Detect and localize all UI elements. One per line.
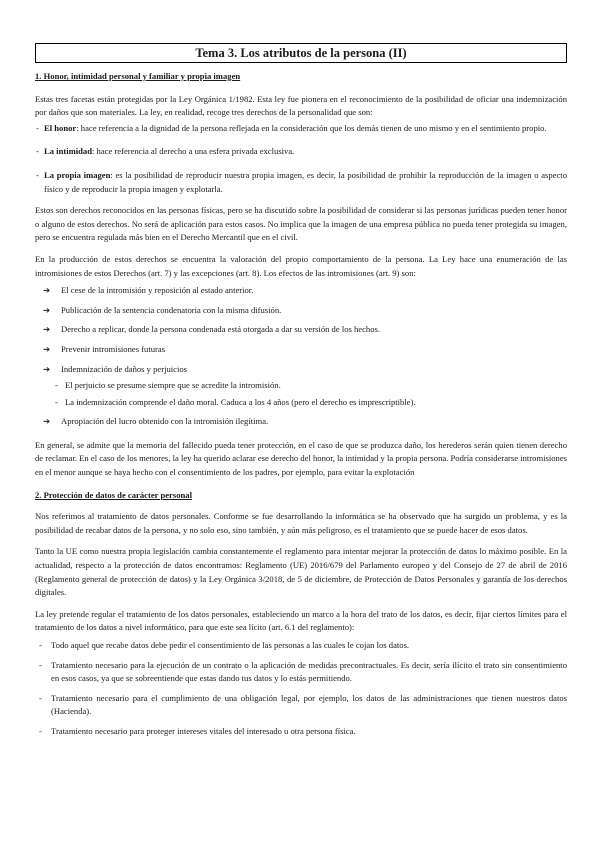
sub-item: - La indemnización comprende el daño moral. Caduca a los 4 años (pero el derecho es imprescriptible). bbox=[55, 396, 567, 410]
effect-item: ➔ Publicación de la sentencia condenatoria con la misma difusión. bbox=[43, 304, 567, 318]
item-intimidad-text: : hace referencia al derecho a una esfera privada exclusiva. bbox=[92, 146, 295, 157]
effect-item: ➔ Apropiación del lucro obtenido con la intromisión ilegítima. bbox=[43, 415, 567, 429]
arrow-icon: ➔ bbox=[43, 324, 51, 335]
dash-marker: - bbox=[36, 169, 39, 180]
section-1-paragraph-2: Estos son derechos reconocidos en las personas físicas, pero se ha discutido sobre la posibilidad de considerar si las personas jurídicas pueden tener honor o alguno de estos derechos. No será de aplicación para estos casos. No implica que la imagen de una empresa pública no pueda tener protegida su imagen, pero se encuentra regulada más bien en el Derecho Mercantil que en el civil. bbox=[35, 205, 567, 243]
dash-marker: - bbox=[39, 640, 42, 650]
lawful-basis-item: - Todo aquel que recabe datos debe pedir el consentimiento de las personas a las cuales le cojan los datos. bbox=[35, 639, 567, 653]
term-intimidad: La intimidad bbox=[44, 146, 92, 157]
dash-marker: - bbox=[36, 146, 39, 157]
arrow-icon: ➔ bbox=[43, 304, 51, 315]
dash-marker: - bbox=[55, 396, 58, 407]
effect-item: ➔ Derecho a replicar, donde la persona condenada está otorgada a dar su versión de los hechos. bbox=[43, 323, 567, 337]
lawful-basis-item: - Tratamiento necesario para la ejecución de un contrato o la aplicación de medidas precontractuales. Es decir, sería ilícito el trato sin consentimiento en esos casos, ya que se sobreentiende que estas dando tus datos y lo estás permitiendo. bbox=[35, 659, 567, 686]
item-honor-text: : hace referencia a la dignidad de la persona reflejada en la consideración que los demás tienen de uno mismo y en el sentimiento propio. bbox=[76, 122, 547, 133]
arrow-icon: ➔ bbox=[43, 363, 51, 374]
list-item-propia-imagen bbox=[35, 169, 567, 196]
sub-item: - El perjuicio se presume siempre que se acredite la intromisión. bbox=[55, 379, 567, 393]
list-item-intimidad bbox=[35, 145, 567, 159]
effect-item: ➔ Prevenir intromisiones futuras bbox=[43, 343, 567, 357]
item-propia-imagen-text: : es la posibilidad de reproducir nuestra propia imagen, es decir, la posibilidad de prohibir la reproducción de la imagen o aspecto físico y de reproducir la propia imagen y explotarla. bbox=[44, 169, 567, 194]
arrow-icon: ➔ bbox=[43, 416, 51, 427]
dash-marker: - bbox=[39, 725, 42, 736]
arrow-icon: ➔ bbox=[43, 343, 51, 354]
section-2-paragraph-3: La ley pretende regular el tratamiento de los datos personales, estableciendo un marco a la hora del trato de los datos, es decir, fijar ciertos límites para el tratamiento de los datos a nivel informático, para que este sea lícito (art. 6.1 del reglamento): bbox=[35, 608, 567, 633]
document-body bbox=[35, 70, 567, 739]
section-1-paragraph-4: En general, se admite que la memoria del fallecido pueda tener protección, en el caso de que se produzca daño, los herederos serán quien tienen derecho de reclamar. En el caso de los menores, la ley ha querido aclarar ese derecho del honor, la intimidad y la propia persona. Podría considerarse intromisiones en el menor aunque se haya hecho con el consentimiento de los padres, por ejemplo, para evitar la explotación bbox=[35, 439, 567, 478]
effect-item: ➔ El cese de la intromisión y reposición al estado anterior. bbox=[43, 284, 567, 298]
effect-item: ➔ Indemnización de daños y perjuicios bbox=[43, 363, 567, 377]
dash-marker: - bbox=[39, 659, 42, 670]
arrow-icon: ➔ bbox=[43, 285, 51, 296]
dash-marker: - bbox=[39, 692, 42, 703]
lawful-basis-item: - Tratamiento necesario para el cumplimiento de una obligación legal, por ejemplo, los datos de las administraciones que tienen nuestros datos (Hacienda). bbox=[35, 692, 567, 719]
dash-marker: - bbox=[36, 122, 39, 133]
section-1-heading: 1. Honor, intimidad personal y familiar y propia imagen bbox=[35, 71, 241, 81]
list-item-honor bbox=[35, 122, 567, 136]
term-propia-imagen: La propia imagen bbox=[44, 169, 111, 180]
lawful-basis-item: - Tratamiento necesario para proteger intereses vitales del interesado u otra persona física. bbox=[35, 725, 567, 739]
section-2-paragraph-1: Nos referimos al tratamiento de datos personales. Conforme se fue desarrollando la informática se ha observado que ha surgido un problema, y es la posibilidad de recabar datos de la persona, y no solo eso, sino también, y aún más peligroso, es el tratamiento que se puede hacer de esos datos. bbox=[35, 511, 567, 535]
dash-marker: - bbox=[55, 380, 58, 391]
term-honor: El honor bbox=[44, 122, 77, 133]
page-title: Tema 3. Los atributos de la persona (II) bbox=[35, 43, 567, 63]
section-2-paragraph-2: Tanto la UE como nuestra propia legislación cambia constantemente el reglamento para intentar mejorar la protección de datos lo máximo posible. En la actualidad, respecto a la protección de datos encontramos: Reglamento (UE) 2016/679 del Parlamento europeo y del Consejo de 27 de abril de 2016 (Reglamento general de protección de datos) y la Ley Orgánica 3/2018, de 5 de diciembre, de Protección de Datos Personales y garantía de los derechos digitales. bbox=[35, 546, 567, 598]
section-1-paragraph-3: En la producción de estos derechos se encuentra la valoración del propio comportamiento de la persona. La Ley hace una enumeración de las intromisiones de estos Derechos (art. 7) y las excepciones (art. 8). Los efectos de las intromisiones (art. 9) son: bbox=[35, 253, 567, 278]
section-1-intro: Estas tres facetas están protegidas por la Ley Orgánica 1/1982. Esta ley fue pionera en el reconocimiento de la posibilidad de oficiar una indemnización por daños que son materiales. La ley, en realidad, recoge tres derechos de la personalidad que son: bbox=[35, 93, 567, 118]
section-2-heading: 2. Protección de datos de carácter personal bbox=[35, 489, 192, 500]
